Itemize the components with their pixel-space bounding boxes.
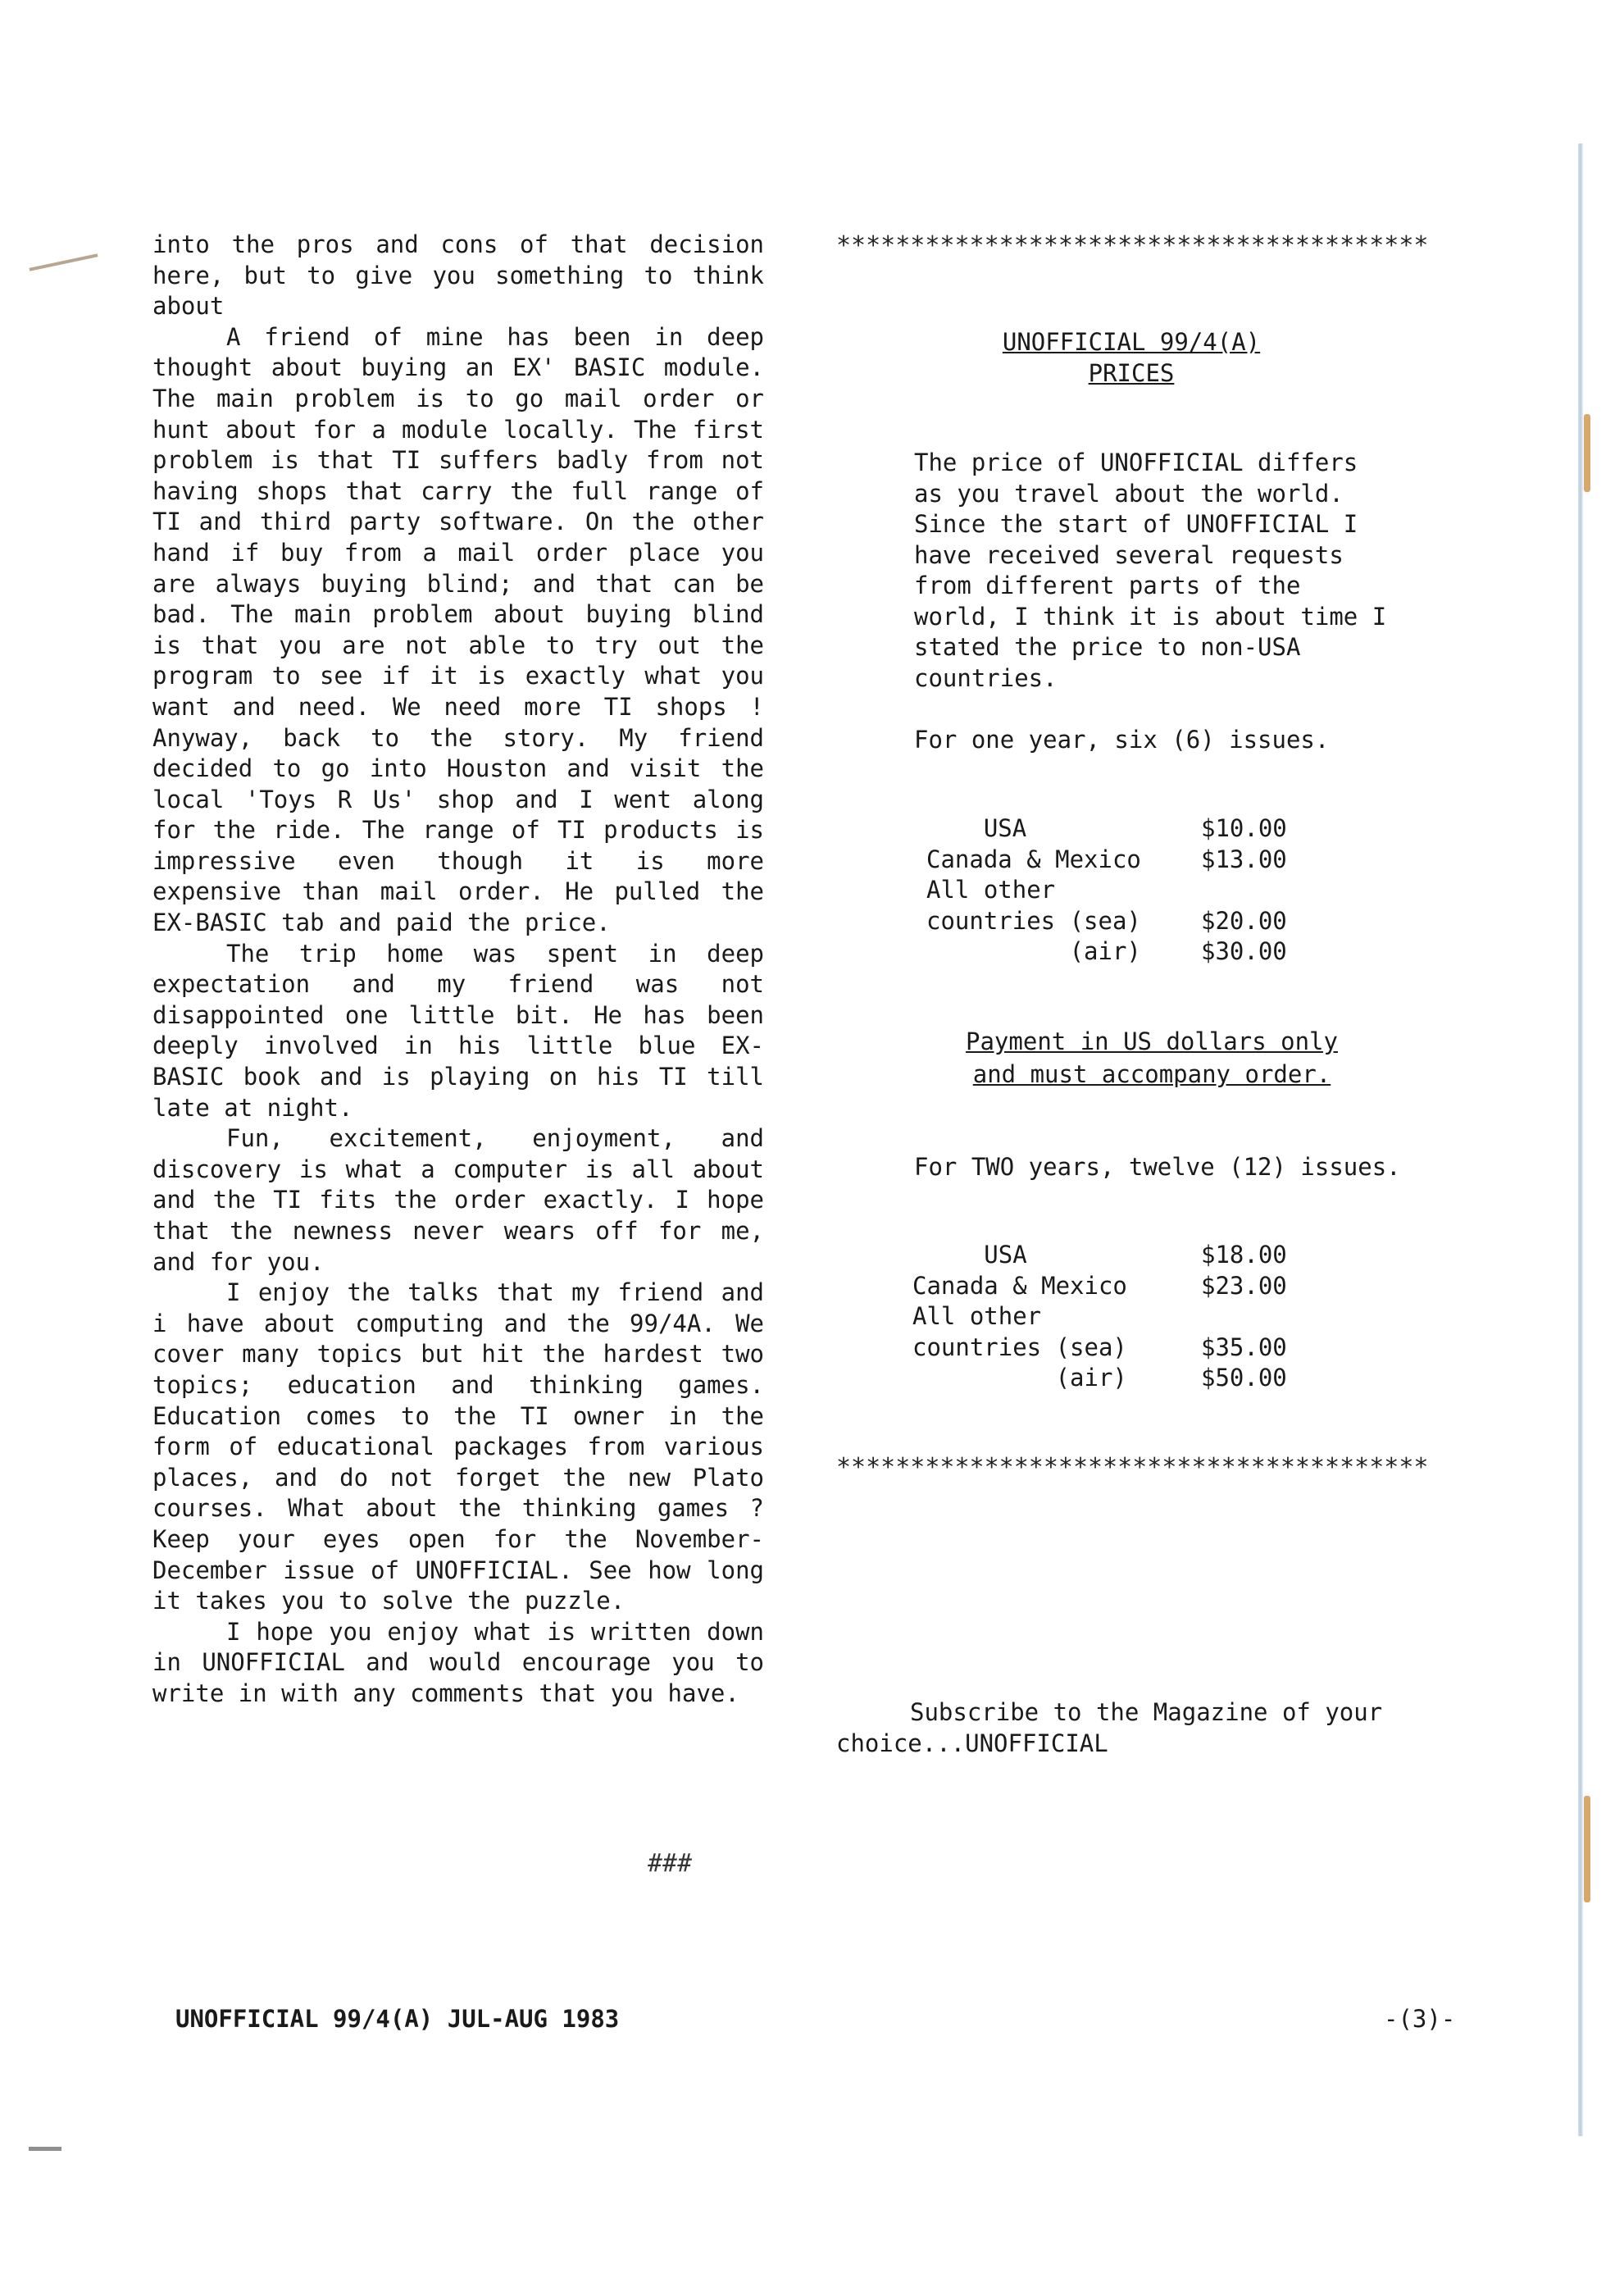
prices-heading-line1: UNOFFICIAL 99/4(A): [1002, 328, 1261, 356]
price-value: $13.00: [1201, 845, 1287, 873]
price-region: All other: [912, 1302, 1042, 1330]
page-number: -(3)-: [1384, 2005, 1456, 2033]
price-row: [926, 906, 1287, 937]
stars-divider-bottom: ****************************************: [836, 1453, 1429, 1482]
scan-smudge: [30, 253, 98, 271]
payment-note-line2: and must accompany order.: [972, 1060, 1331, 1088]
prices-intro: The price of UNOFFICIAL differs as you travel about the world. Since the start of UNOFFICIAL I have received several requests from different parts of the world, I think it is about time I stated the price to non-USA countries.: [914, 449, 1387, 692]
price-row: [912, 1240, 1287, 1271]
stars-divider-top: ****************************************: [836, 231, 1429, 260]
two-year-label: For TWO years, twelve (12) issues.: [914, 1153, 1401, 1181]
tape-mark-bottom: [1584, 1796, 1590, 1902]
article-paragraph: Fun, excitement, enjoyment, and discovery is what a computer is all about and the TI fits the order exactly. I hope that the newness never wears off for me, and for you.: [152, 1124, 764, 1276]
price-row: [912, 1271, 1287, 1302]
price-value: [1201, 875, 1287, 906]
footer-issue-title: UNOFFICIAL 99/4(A) JUL-AUG 1983: [175, 2005, 620, 2033]
price-row: [926, 845, 1287, 876]
price-value: $30.00: [1201, 937, 1287, 965]
price-region: USA: [926, 814, 1027, 842]
article-paragraph: I enjoy the talks that my friend and i have about computing and the 99/4A. We cover many topics but hit the hardest two topics; education and thinking games. Education comes to the TI owner in the form of educational packages from various places, and do not forget the new Plato courses. What about the thinking games ? Keep your eyes open for the November-December issue of UNOFFICIAL. See how long it takes you to solve the puzzle.: [152, 1278, 764, 1615]
price-region: Canada & Mexico: [926, 845, 1141, 873]
price-value: $20.00: [1201, 906, 1287, 935]
price-region: (air): [926, 937, 1141, 965]
price-row: [912, 1301, 1287, 1332]
price-row: [926, 936, 1287, 968]
price-region: All other: [926, 876, 1056, 904]
prices-heading: [943, 326, 1320, 389]
one-year-label: For one year, six (6) issues.: [914, 726, 1330, 754]
tape-mark-top: [1584, 414, 1590, 492]
price-row: [926, 813, 1287, 845]
subscribe-text: Subscribe to the Magazine of your choice...UNOFFICIAL: [836, 1698, 1383, 1757]
end-of-article-mark: ###: [648, 1849, 693, 1878]
price-region: (air): [912, 1364, 1127, 1392]
price-value: $50.00: [1201, 1364, 1287, 1392]
article-paragraph: I hope you enjoy what is written down in UNOFFICIAL and would encourage you to write in with any comments that you have.: [152, 1617, 764, 1707]
payment-note-line1: Payment in US dollars only: [966, 1027, 1338, 1055]
price-row: [912, 1363, 1287, 1394]
price-region: Canada & Mexico: [912, 1271, 1127, 1300]
prices-heading-line2: PRICES: [1088, 359, 1175, 387]
two-year-price-table: [912, 1240, 1287, 1394]
price-row: [912, 1332, 1287, 1364]
price-region: countries (sea): [926, 906, 1141, 935]
price-value: $10.00: [1201, 814, 1287, 842]
price-region: USA: [912, 1241, 1027, 1269]
article-paragraph: The trip home was spent in deep expectation and my friend was not disappointed one little bit. He has been deeply involved in his little blue EX-BASIC book and is playing on his TI till late at night.: [152, 939, 764, 1122]
page-edge-shadow: [1578, 144, 1583, 2136]
one-year-price-table: [926, 813, 1287, 968]
price-row: [926, 875, 1287, 906]
price-value: $18.00: [1201, 1241, 1287, 1269]
price-value: $23.00: [1201, 1271, 1287, 1300]
article-column: [152, 230, 764, 1710]
price-region: countries (sea): [912, 1332, 1127, 1361]
scan-dot: [29, 2147, 61, 2151]
article-paragraph: A friend of mine has been in deep thought about buying an EX' BASIC module. The main problem is to go mail order or hunt about for a module locally. The first problem is that TI suffers badly from not having shops that carry the full range of TI and third party software. On the other hand if buy from a mail order place you are always buying blind; and that can be bad. The main problem about buying blind is that you are not able to try out the program to see if it is exactly what you want and need. We need more TI shops ! Anyway, back to the story. My friend decided to go into Houston and visit the local 'Toys R Us' shop and I went along for the ride. The range of TI products is impressive even though it is more expensive than mail order. He pulled the EX-BASIC tab and paid the price.: [152, 322, 764, 937]
article-paragraph: into the pros and cons of that decision here, but to give you something to think about: [152, 230, 764, 321]
price-value: $35.00: [1201, 1332, 1287, 1361]
payment-note: [939, 1025, 1365, 1091]
price-value: [1201, 1301, 1287, 1332]
